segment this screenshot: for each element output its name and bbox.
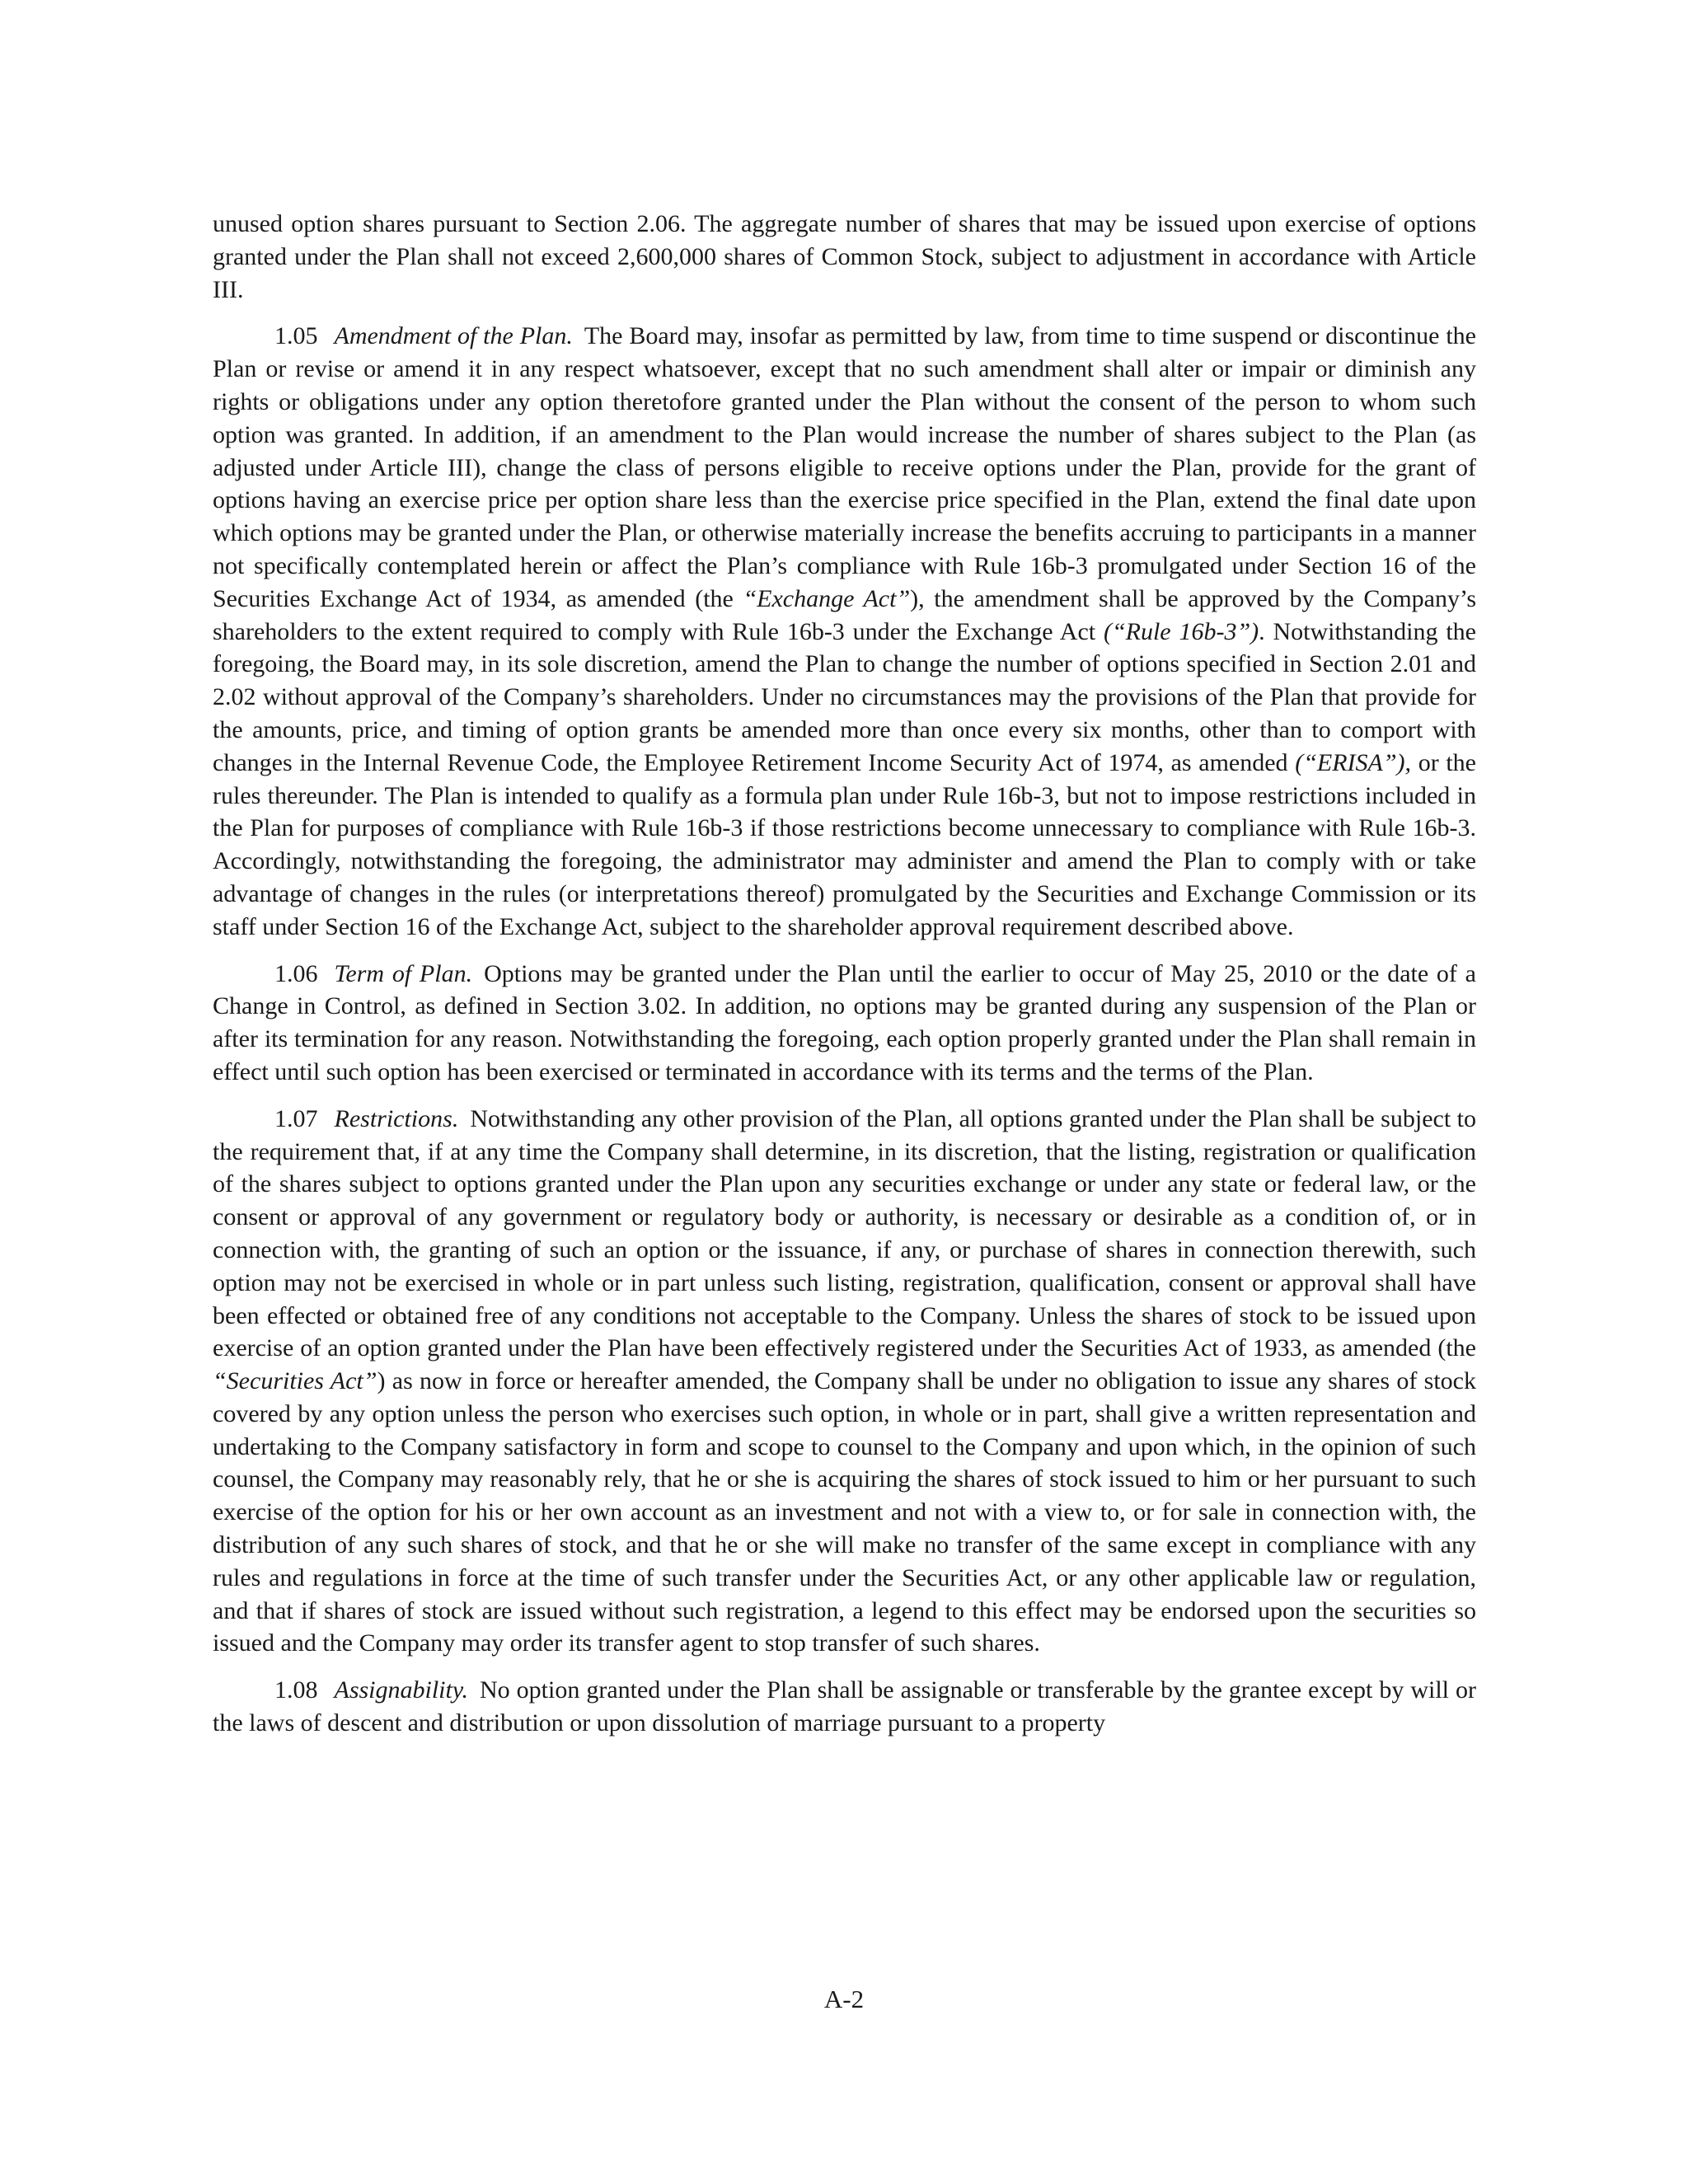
section-text: ) as now in force or hereafter amended, the Company shall be under no obligation to issue any shares of stock covered by any option unless the person who exercises such option, in whole or in part, shall give a written representation and undertaking to the Company satisfactory in form and scope to counsel to the Company and upon which, in the opinion of such counsel, the Company may reasonably rely, that he or she is acquiring the shares of stock issued to him or her pursuant to such exercise of the option for his or her own account as an investment and not with a view to, or for sale in connection with, the distribution of any such shares of stock, and that he or she will make no transfer of the same except in compliance with any rules and regulations in force at the time of such transfer under the Securities Act, or any other applicable law or regulation, and that if shares of stock are issued without such registration, a legend to this effect may be endorsed upon the securities so issued and the Company may order its transfer agent to stop transfer of such shares. [213, 1367, 1476, 1657]
defined-term-erisa: (“ERISA”), [1295, 748, 1412, 776]
section-title: Amendment of the Plan. [334, 322, 573, 350]
section-1-07 [213, 1103, 1476, 1661]
section-number: 1.07 [274, 1104, 318, 1132]
section-text: No option granted under the Plan shall be assignable or transferable by the grantee except by will or the laws of descent and distribution or upon dissolution of marriage pursuant to a property [213, 1676, 1476, 1737]
section-1-08 [213, 1674, 1476, 1740]
defined-term-rule-16b-3: (“Rule 16b-3”) [1103, 617, 1259, 645]
section-number: 1.08 [274, 1676, 318, 1704]
section-text: or the rules thereunder. The Plan is intended to qualify as a formula plan under Rule 16b-3, but not to impose restrictions included in the Plan for purposes of compliance with Rule 16b-3 if those restrictions become unnecessary to compliance with Rule 16b-3. Accordingly, notwithstanding the foregoing, the administrator may administer and amend the Plan to comply with or take advantage of changes in the rules (or interpretations thereof) promulgated by the Securities and Exchange Commission or its staff under Section 16 of the Exchange Act, subject to the shareholder approval requirement described above. [213, 748, 1476, 940]
paragraph-continuation [213, 208, 1476, 306]
section-text: . Notwithstanding the foregoing, the Board may, in its sole discretion, amend the Plan to change the number of options specified in Section 2.01 and 2.02 without approval of the Company’s shareholders. Under no circumstances may the provisions of the Plan that provide for the amounts, price, and timing of option grants be amended more than once every six months, other than to comport with changes in the Internal Revenue Code, the Employee Retirement Income Security Act of 1974, as amended [213, 617, 1476, 776]
section-number: 1.05 [274, 322, 318, 350]
section-number: 1.06 [274, 959, 318, 987]
defined-term-securities-act: “Securities Act” [213, 1367, 377, 1395]
section-text: Options may be granted under the Plan until the earlier to occur of May 25, 2010 or the date of a Change in Control, as defined in Section 3.02. In addition, no options may be granted during any suspension of the Plan or after its termination for any reason. Notwithstanding the foregoing, each option properly granted under the Plan shall remain in effect until such option has been exercised or terminated in accordance with its terms and the terms of the Plan. [213, 959, 1476, 1085]
section-1-05 [213, 320, 1476, 943]
page-number: A-2 [823, 1985, 865, 2013]
defined-term-exchange-act: “Exchange Act” [743, 584, 911, 612]
section-title: Term of Plan. [334, 959, 473, 987]
document-page [213, 208, 1476, 1754]
section-text: ), the amendment shall be approved by the Company’s shareholders to the extent required to comply with Rule 16b-3 under the Exchange Act [213, 584, 1476, 645]
section-text: Notwithstanding any other provision of the Plan, all options granted under the Plan shall be subject to the requirement that, if at any time the Company shall determine, in its discretion, that the listing, registration or qualification of the shares subject to options granted under the Plan upon any securities exchange or under any state or federal law, or the consent or approval of any government or regulatory body or authority, is necessary or desirable as a condition of, or in connection with, the granting of such an option or the issuance, if any, or purchase of shares in connection therewith, such option may not be exercised in whole or in part unless such listing, registration, qualification, consent or approval shall have been effected or obtained free of any conditions not acceptable to the Company. Unless the shares of stock to be issued upon exercise of an option granted under the Plan have been effectively registered under the Securities Act of 1933, as amended (the [213, 1104, 1476, 1362]
section-1-06 [213, 958, 1476, 1089]
paragraph-text: unused option shares pursuant to Section 2.06. The aggregate number of shares that may be issued upon exercise of options granted under the Plan shall not exceed 2,600,000 shares of Common Stock, subject to adjustment in accordance with Article III. [213, 210, 1476, 303]
section-text: The Board may, insofar as permitted by law, from time to time suspend or discontinue the Plan or revise or amend it in any respect whatsoever, except that no such amendment shall alter or impair or diminish any rights or obligations under any option theretofore granted under the Plan without the consent of the person to whom such option was granted. In addition, if an amendment to the Plan would increase the number of shares subject to the Plan (as adjusted under Article III), change the class of persons eligible to receive options under the Plan, provide for the grant of options having an exercise price per option share less than the exercise price specified in the Plan, extend the final date upon which options may be granted under the Plan, or otherwise materially increase the benefits accruing to participants in a manner not specifically contemplated herein or affect the Plan’s compliance with Rule 16b-3 promulgated under Section 16 of the Securities Exchange Act of 1934, as amended (the [213, 322, 1476, 612]
section-title: Assignability. [334, 1676, 469, 1704]
section-title: Restrictions. [334, 1104, 459, 1132]
